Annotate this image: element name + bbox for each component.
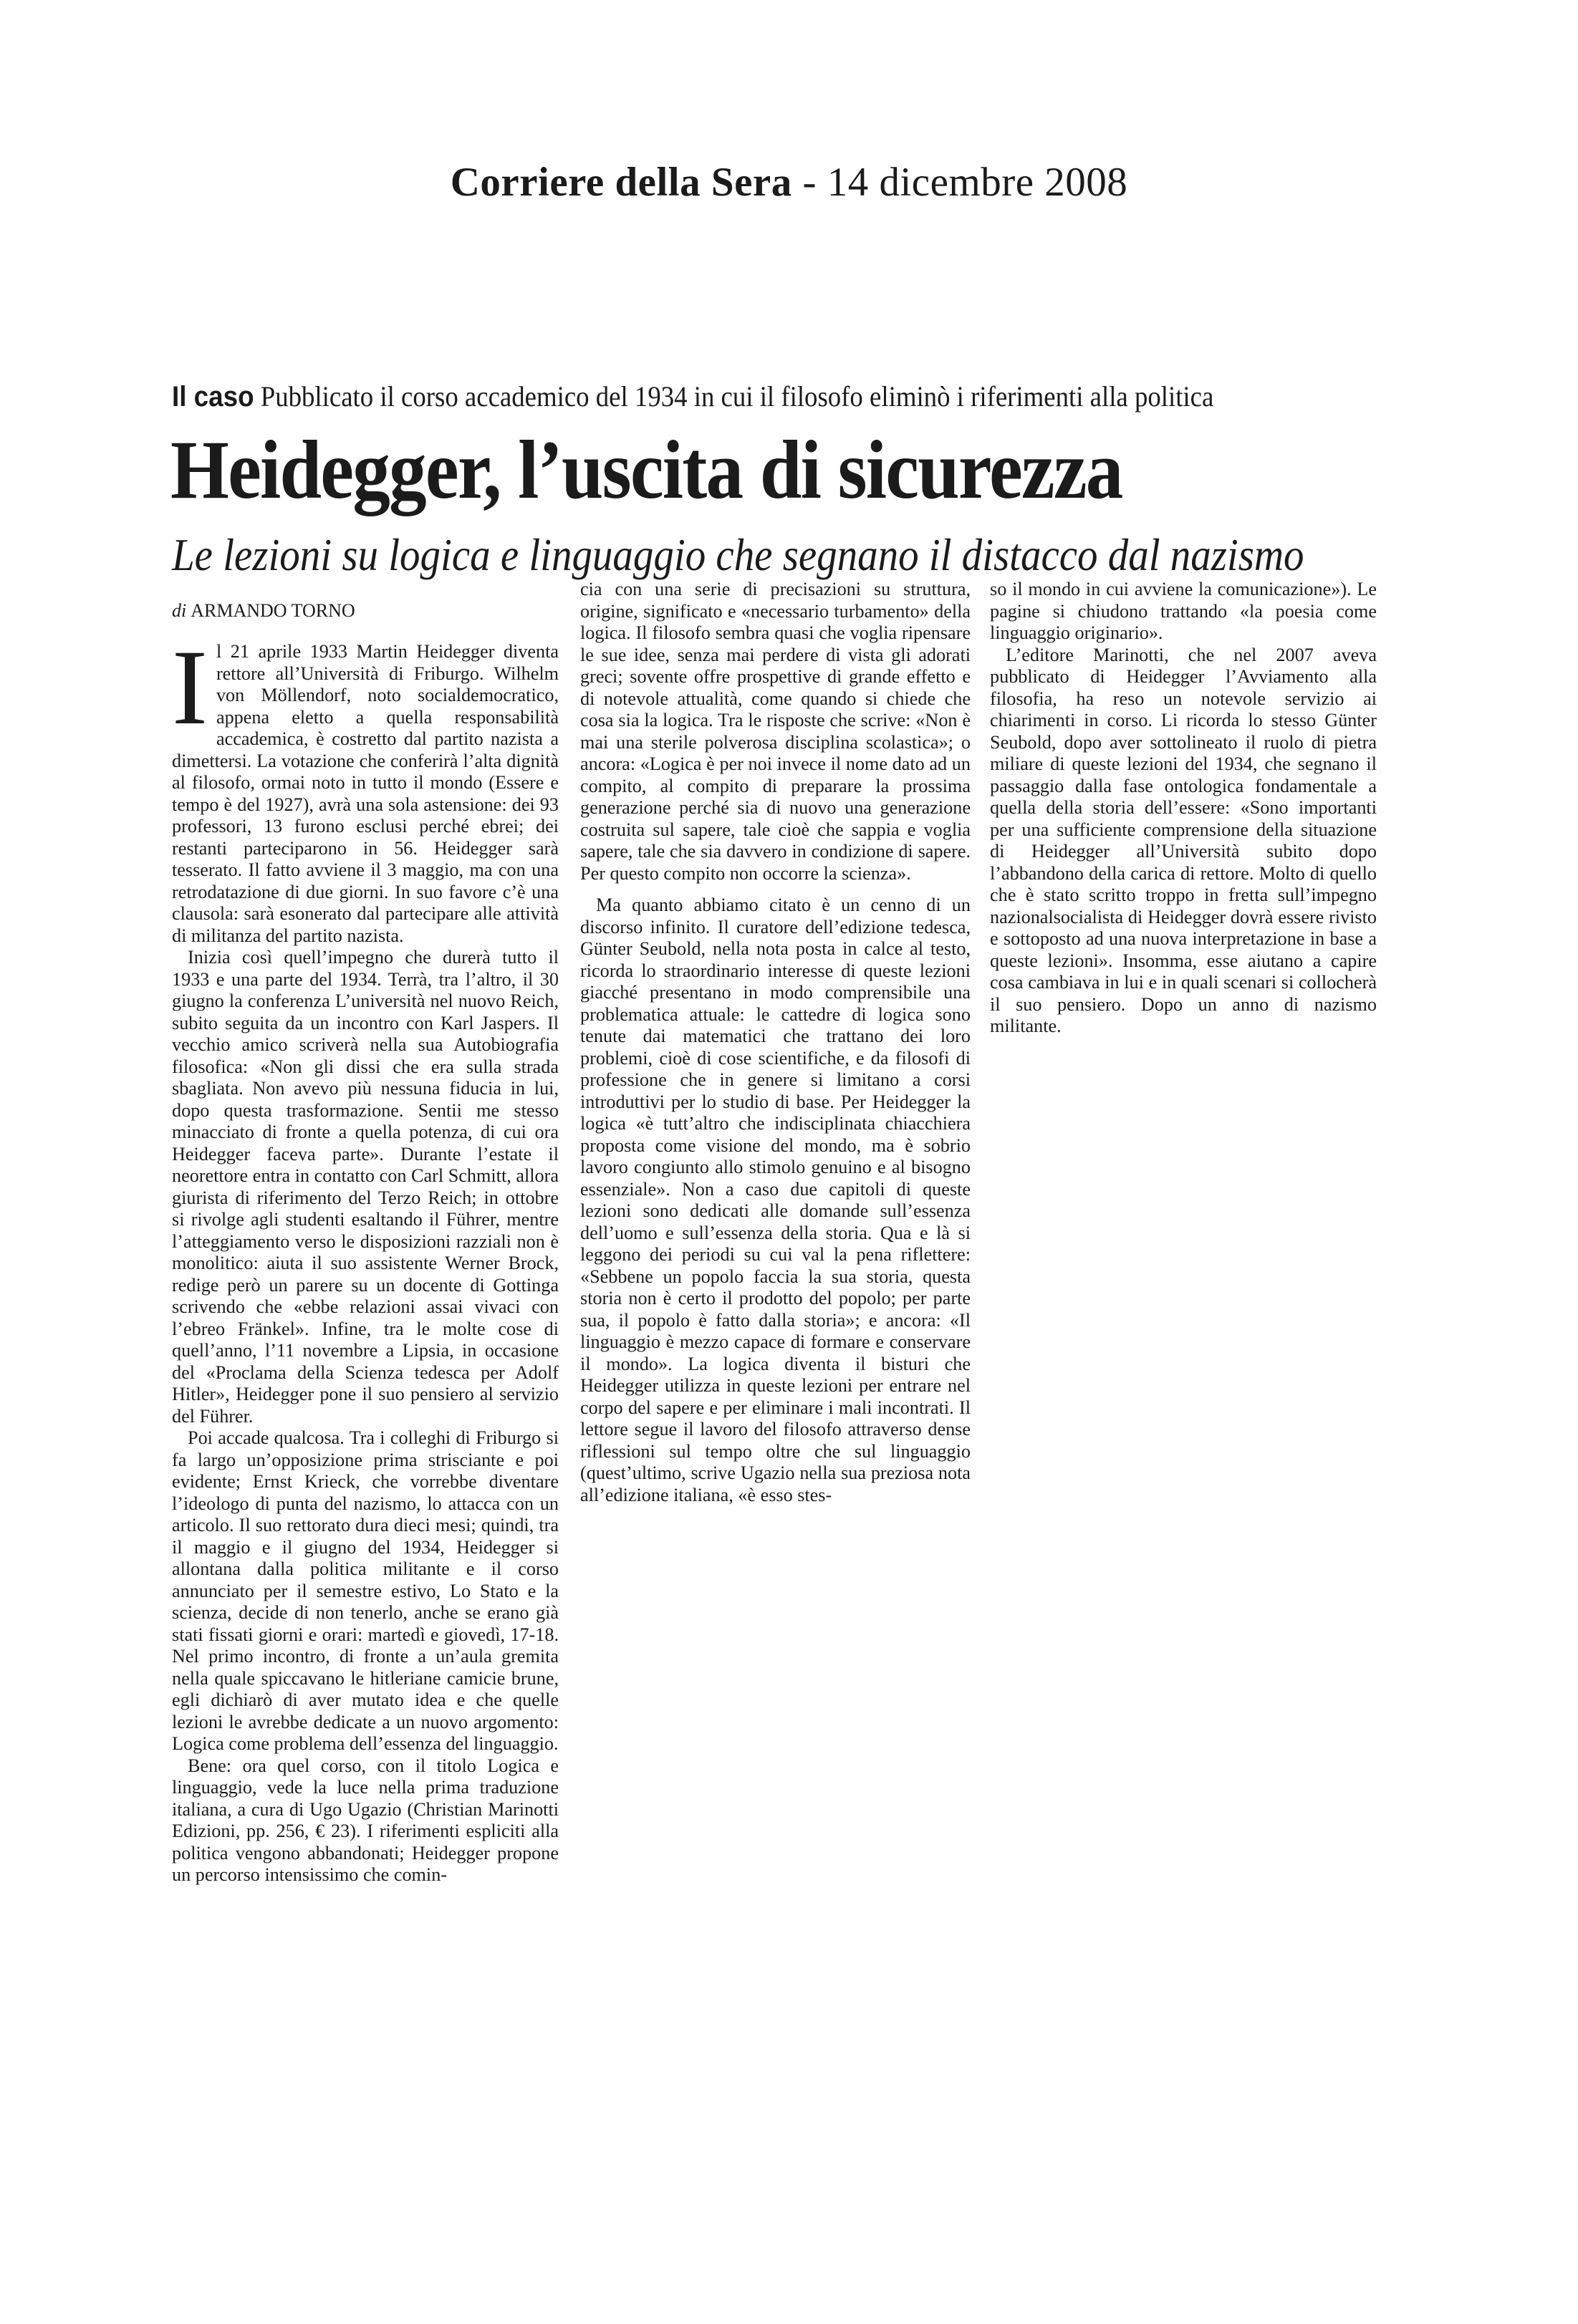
article-column-3	[990, 579, 1377, 1038]
paragraph-text: l 21 aprile 1933 Martin Heidegger diventa rettore all’Università di Friburgo. Wilhelm von Möllendorf, noto socialdemocratico, appena eletto a quella responsabilità accademica, è costretto dal partito nazista a dimettersi. La votazione che conferirà l’alta dignità al filosofo, ormai noto in tutto il mondo (Essere e tempo è del 1927), avrà una sola astensione: dei 93 professori, 13 furono esclusi perché ebrei; dei restanti parteciparono in 56. Heidegger sarà tesserato. Il fatto avviene il 3 maggio, ma con una retrodatazione di due giorni. In suo favore c’è una clausola: sarà esonerato dal partecipare alle attività di militanza del partito nazista.	[172, 641, 559, 946]
article-column-1	[172, 628, 559, 1886]
kicker	[172, 380, 1259, 413]
byline	[172, 600, 355, 622]
article-column-2	[580, 579, 971, 1506]
newspaper-name: Corriere della Sera	[450, 160, 792, 205]
byline-prefix: di	[172, 600, 187, 621]
subheadline: Le lezioni su logica e linguaggio che segnano il distacco dal nazismo	[172, 529, 1304, 580]
paragraph	[172, 628, 559, 947]
paragraph: Inizia così quell’impegno che durerà tutto il 1933 e una parte del 1934. Terrà, tra l’altro, il 30 giugno la conferenza L’università nel nuovo Reich, subito seguita da un incontro con Karl Jaspers. Il vecchio amico scriverà nella sua Autobiografia filosofica: «Non gli dissi che era sulla strada sbagliata. Non avevo più nessuna fiducia in lui, dopo questa trasformazione. Sentii me stesso minacciato di fronte a quella potenza, di cui ora Heidegger faceva parte». Durante l’estate il neorettore entra in contatto con Carl Schmitt, allora giurista di riferimento del Terzo Reich; in ottobre si rivolge agli studenti esaltando il Führer, mentre l’atteggiamento verso le disposizioni razziali non è monolitico: aiuta il suo assistente Werner Brock, redige però un parere su un docente di Gottinga scrivendo che «ebbe relazioni assai vivaci con l’ebreo Fränkel». Infine, tra le molte cose di quell’anno, l’11 novembre a Lipsia, in occasione del «Proclama della Scienza tedesca per Adolf Hitler», Heidegger pone il suo pensiero al servizio del Führer.	[172, 947, 559, 1427]
masthead	[0, 159, 1578, 206]
author-name: ARMANDO TORNO	[191, 600, 355, 621]
publication-date: 14 dicembre 2008	[827, 160, 1128, 205]
paragraph: Ma quanto abbiamo citato è un cenno di un discorso infinito. Il curatore dell’edizione tedesca, Günter Seubold, nella nota posta in calce al testo, ricorda lo straordinario interesse di queste lezioni giacché presentano in modo comprensibile una problematica attuale: le cattedre di logica sono tenute dai matematici che trattano dei loro problemi, cioè di cose scientifiche, e da filosofi di professione che in genere si limitano a corsi introduttivi per lo studio di base. Per Heidegger la logica «è tutt’altro che indisciplinata chiacchiera proposta come visione del mondo, ma è sobrio lavoro congiunto allo stimolo genuino e al bisogno essenziale». Non a caso due capitoli di queste lezioni sono dedicati alle domande sull’essenza dell’uomo e sull’essenza della storia. Qua e là si leggono dei periodi su cui val la pena riflettere: «Sebbene un popolo faccia la sua storia, questa storia non è certo il prodotto del popolo; per parte sua, il popolo è fatto dalla storia»; e ancora: «Il linguaggio è mezzo capace di formare e conservare il mondo». La logica diventa il bisturi che Heidegger utilizza in queste lezioni per entrare nel corpo del sapere e per eliminare i mali incontrati. Il lettore segue il lavoro del filosofo attraverso dense riflessioni sul tempo oltre che sul linguaggio (quest’ultimo, scrive Ugazio nella sua preziosa nota all’edizione italiana, «è esso stes-	[580, 895, 971, 1505]
headline: Heidegger, l’uscita di sicurezza	[170, 424, 1122, 516]
paragraph: L’editore Marinotti, che nel 2007 aveva pubblicato di Heidegger l’Avviamento alla filosofia, ha reso un notevole servizio ai chiarimenti in corso. Li ricorda lo stesso Günter Seubold, dopo aver sottolineato il ruolo di pietra miliare di queste lezioni del 1934, che segnano il passaggio dalla fase ontologica fondamentale a quella della storia dell’essere: «Sono importanti per una sufficiente comprensione della situazione di Heidegger all’Università subito dopo l’abbandono della carica di rettore. Molto di quello che è stato scritto troppo in fretta sull’impegno nazionalsocialista di Heidegger dovrà essere rivisto e sottoposto ad una nuova interpretazione in base a queste lezioni». Insomma, esse aiutano a capire cosa cambiava in lui e in quali scenari si collocherà il suo pensiero. Dopo un anno di nazismo militante.	[990, 644, 1377, 1036]
drop-cap: I	[172, 628, 208, 747]
kicker-text: Pubblicato il corso accademico del 1934 in cui il filosofo eliminò i riferimenti alla politica	[260, 380, 1214, 413]
masthead-separator: -	[792, 160, 827, 205]
paragraph: so il mondo in cui avviene la comunicazione»). Le pagine si chiudono trattando «la poesia come linguaggio originario».	[990, 579, 1377, 643]
paragraph: Bene: ora quel corso, con il titolo Logica e linguaggio, vede la luce nella prima traduzione italiana, a cura di Ugo Ugazio (Christian Marinotti Edizioni, pp. 256, € 23). I riferimenti espliciti alla politica vengono abbandonati; Heidegger propone un percorso intensissimo che comin-	[172, 1755, 559, 1885]
section-tag: Il caso	[172, 381, 254, 413]
paragraph: cia con una serie di precisazioni su struttura, origine, significato e «necessario turbamento» della logica. Il filosofo sembra quasi che voglia ripensare le sue idee, senza mai perdere di vista gli adorati greci; sovente offre prospettive di grande effetto e di notevole attualità, come quando si chiede che cosa sia la logica. Tra le risposte che scrive: «Non è mai una sterile polverosa disciplina scolastica»; o ancora: «Logica è per noi invece il nome dato ad un compito, al compito di preparare la prossima generazione perché sia di nuovo una generazione costruita sul sapere, tale cioè che sappia e voglia sapere, tale che sia davvero in condizione di sapere. Per questo compito non occorre la scienza».	[580, 579, 971, 884]
paragraph: Poi accade qualcosa. Tra i colleghi di Friburgo si fa largo un’opposizione prima strisciante e poi evidente; Ernst Krieck, che vorrebbe diventare l’ideologo di punta del nazismo, lo attacca con un articolo. Il suo rettorato dura dieci mesi; quindi, tra il maggio e il giugno del 1934, Heidegger si allontana dalla politica militante e il corso annunciato per il semestre estivo, Lo Stato e la scienza, decide di non tenerlo, anche se erano già stati fissati giorni e orari: martedì e giovedì, 17-18. Nel primo incontro, di fronte a un’aula gremita nella quale spiccavano le hitleriane camicie brune, egli dichiarò di aver mutato idea e che quelle lezioni le avrebbe dedicate a un nuovo argomento: Logica come problema dell’essenza del linguaggio.	[172, 1427, 559, 1754]
